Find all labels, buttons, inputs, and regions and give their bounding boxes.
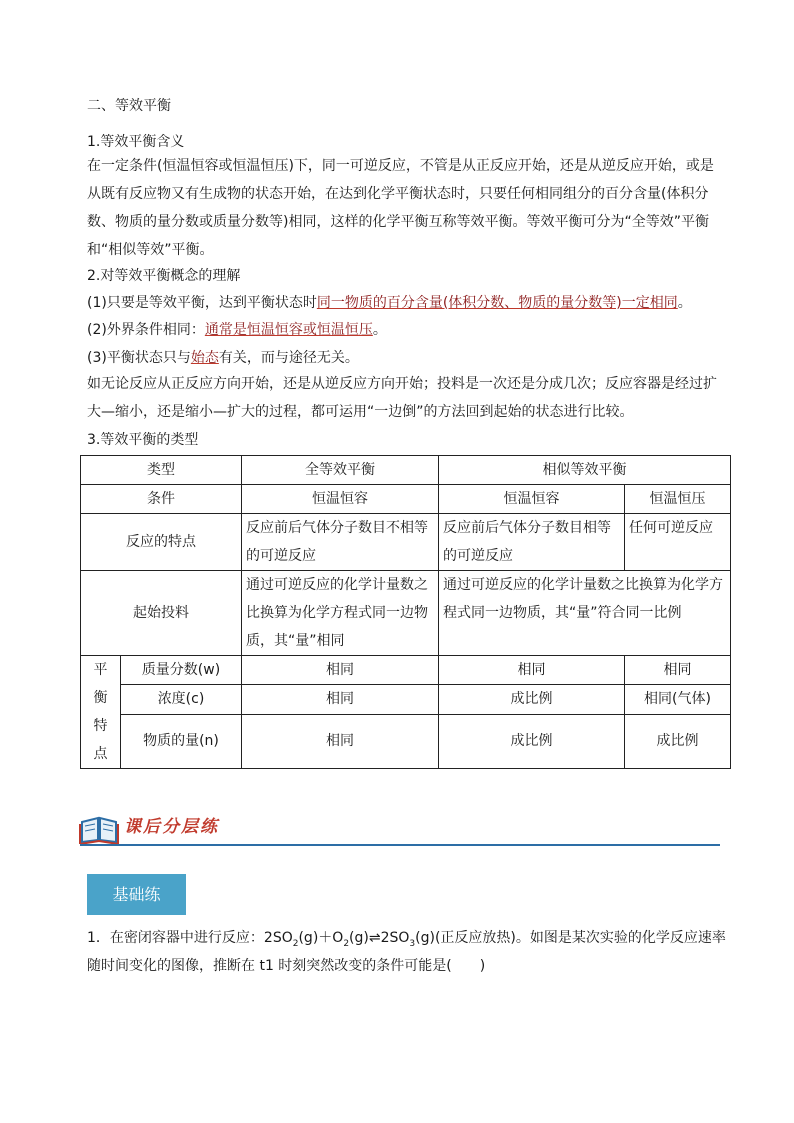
s1-body: 在一定条件(恒温恒容或恒温恒压)下，同一可逆反应，不管是从正反应开始，还是从逆反应开始，或是从既有反应物又有生成物的状态开始，在达到化学平衡状态时，只要任何相同组分的百分含量(体积分数、物质的量分数或质量分数等)相同，这样的化学平衡互称等效平衡。等效平衡可分为“全等效”平衡和“相似等效”平衡。 xyxy=(87,158,714,258)
table-cell: 恒温恒容 xyxy=(439,485,625,514)
s2-title: 2.对等效平衡概念的理解 xyxy=(87,268,241,284)
table-cell: 起始投料 xyxy=(81,571,242,656)
table-cell: 相同 xyxy=(242,685,439,714)
q1-text: 2SO xyxy=(380,930,410,946)
question-1-line-1 xyxy=(87,928,726,954)
table-cell: 恒温恒压 xyxy=(625,485,731,514)
table-cell: 反应前后气体分子数目不相等的可逆反应 xyxy=(242,514,439,571)
s2-p3-underline: 始态 xyxy=(190,350,219,366)
q1-text: (g) xyxy=(349,930,369,946)
book-icon xyxy=(78,814,120,844)
table-cell: 物质的量(n) xyxy=(121,714,242,769)
s2-p1-post: 。 xyxy=(677,295,692,311)
q1-subscript: 3 xyxy=(409,938,416,949)
side-label-text: 平 衡 特 点 xyxy=(93,662,108,762)
s2-point-3 xyxy=(87,348,359,368)
table-row xyxy=(81,571,731,656)
table-cell: 成比例 xyxy=(439,714,625,769)
table-cell: 通过可逆反应的化学计量数之比换算为化学方程式同一边物质，其“量”符合同一比例 xyxy=(439,571,731,656)
table-row xyxy=(81,656,731,685)
table-cell: 相同(气体) xyxy=(625,685,731,714)
table-cell: 全等效平衡 xyxy=(242,456,439,485)
table-cell: 反应的特点 xyxy=(81,514,242,571)
table-cell: 相同 xyxy=(439,656,625,685)
table-cell: 相似等效平衡 xyxy=(439,456,731,485)
s2-p2-post: 。 xyxy=(372,322,387,338)
table-cell: 成比例 xyxy=(439,685,625,714)
s2-example: 如无论反应从正反应方向开始，还是从逆反应方向开始；投料是一次还是分成几次；反应容器是经过扩大—缩小，还是缩小—扩大的过程，都可运用“一边倒”的方法回到起始的状态进行比较。 xyxy=(87,376,717,420)
table-cell: 通过可逆反应的化学计量数之比换算为化学方程式同一边物质，其“量”相同 xyxy=(242,571,439,656)
level-badge: 基础练 xyxy=(87,874,186,915)
table-cell: 成比例 xyxy=(625,714,731,769)
question-1-line-2: 随时间变化的图像，推断在 t1 时刻突然改变的条件可能是( ) xyxy=(87,958,486,974)
s3-title: 3.等效平衡的类型 xyxy=(87,432,199,448)
table-cell: 相同 xyxy=(242,656,439,685)
q1-text: (g)＋O xyxy=(298,930,344,946)
q1-text: 1．在密闭容器中进行反应：2SO xyxy=(87,930,293,946)
s2-p3-pre: (3)平衡状态只与 xyxy=(87,350,191,366)
table-cell: 质量分数(w) xyxy=(121,656,242,685)
q1-text: (g)(正反应放热)。如图是某次实验的化学反应速率 xyxy=(415,930,726,946)
section-title-homework: 课后分层练 xyxy=(124,817,219,837)
table-side-label xyxy=(81,656,121,769)
s2-p1-underline: 同一物质的百分含量(体积分数、物质的量分数等)一定相同 xyxy=(316,295,678,311)
table-cell: 相同 xyxy=(625,656,731,685)
table-cell: 相同 xyxy=(242,714,439,769)
table-row xyxy=(81,514,731,571)
equivalence-table xyxy=(80,455,731,769)
section-divider xyxy=(80,844,720,846)
table-row xyxy=(81,456,731,485)
section-heading: 二、等效平衡 xyxy=(87,98,171,114)
s2-p1-pre: (1)只要是等效平衡，达到平衡状态时 xyxy=(87,295,317,311)
table-row xyxy=(81,714,731,769)
table-cell: 反应前后气体分子数目相等的可逆反应 xyxy=(439,514,625,571)
s2-p3-post: 有关，而与途径无关。 xyxy=(218,350,359,366)
table-cell: 任何可逆反应 xyxy=(625,514,731,571)
q1-subscript: 2 xyxy=(292,938,299,949)
table-cell: 条件 xyxy=(81,485,242,514)
s1-title: 1.等效平衡含义 xyxy=(87,134,185,150)
table-row xyxy=(81,485,731,514)
s2-p2-underline: 通常是恒温恒容或恒温恒压 xyxy=(204,322,373,338)
table-row xyxy=(81,685,731,714)
table-cell: 恒温恒容 xyxy=(242,485,439,514)
table-cell: 类型 xyxy=(81,456,242,485)
s2-point-1 xyxy=(87,293,692,313)
equilibrium-arrow-icon: ⇌ xyxy=(368,930,381,946)
q1-subscript: 2 xyxy=(343,938,350,949)
s2-p2-pre: (2)外界条件相同： xyxy=(87,322,205,338)
s2-point-2 xyxy=(87,320,387,340)
table-cell: 浓度(c) xyxy=(121,685,242,714)
